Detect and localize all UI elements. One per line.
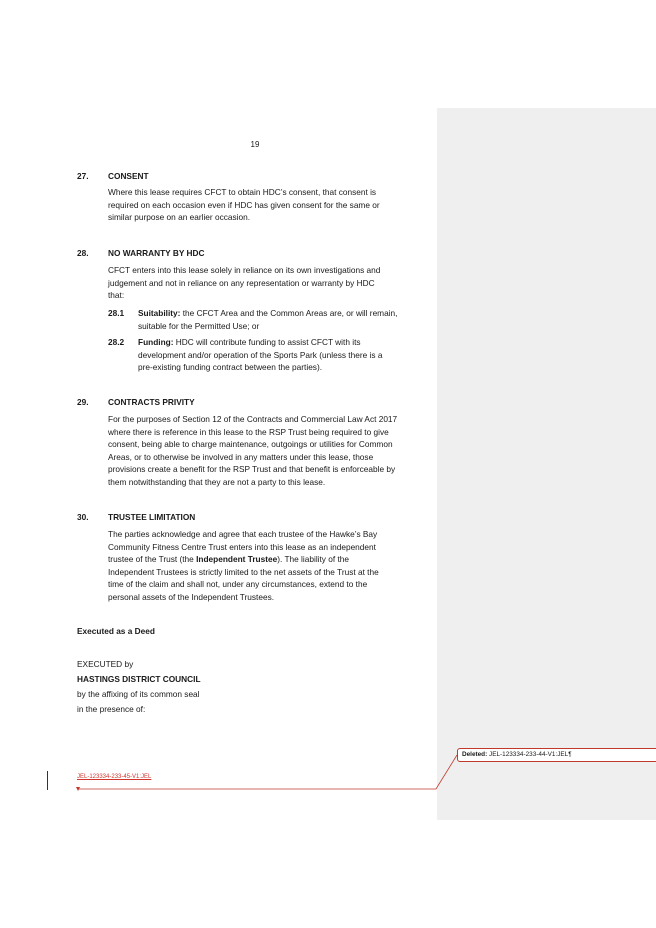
page-number: 19 [250, 140, 260, 149]
comment-pane [437, 108, 656, 820]
text-line: CFCT enters into this lease solely in reliance on its own investigations and [108, 265, 381, 275]
revision-anchor-marker [76, 787, 80, 791]
text-line: judgement and not in reliance on any representation or warranty by HDC [108, 277, 375, 288]
subclause-body [138, 307, 433, 332]
text-line: personal assets of the Independent Trustees. [108, 591, 275, 602]
text-line: development and/or operation of the Sports Park (unless there is a [138, 349, 383, 360]
text-line: that: [108, 290, 125, 301]
section-body [108, 264, 433, 302]
deed-title: Executed as a Deed [77, 626, 155, 636]
section-body [108, 186, 433, 224]
section-heading: TRUSTEE LIMITATION [108, 512, 196, 522]
text-line: For the purposes of Section 12 of the Contracts and Commercial Law Act 2017 [108, 414, 398, 424]
text-line: required on each occasion even if HDC has given consent for the same or [108, 199, 380, 210]
subclause-number: 28.2 [108, 337, 125, 347]
text-line: time of the claim and shall not, under any circumstances, extend to the [108, 579, 368, 590]
text-line: similar purpose on an earlier occasion. [108, 212, 251, 223]
text-line: them notwithstanding that they are not a party to this lease. [108, 476, 326, 487]
subclause-number: 28.1 [108, 308, 125, 318]
defined-term: Independent Trustee [196, 554, 278, 565]
subclause-body [138, 336, 433, 374]
party-name: HASTINGS DISTRICT COUNCIL [77, 674, 201, 684]
section-number: 27. [77, 171, 89, 181]
subclause-term: Suitability: [138, 308, 181, 318]
text-line: Independent Trustees is strictly limited to the net assets of the Trust at the [108, 566, 379, 577]
change-bar [47, 771, 48, 790]
text-line: trustee of the Trust (the [108, 554, 197, 565]
revision-text: JEL-123334-233-44-V1:JEL¶ [489, 751, 572, 758]
execution-block [77, 657, 201, 717]
text-line: Where this lease requires CFCT to obtain HDC’s consent, that consent is [108, 187, 377, 197]
section-heading: NO WARRANTY BY HDC [108, 248, 205, 258]
section-body [108, 413, 433, 489]
text-line: ). The liability of the [277, 554, 350, 565]
footer-document-code: JEL-123334-233-45-V1:JEL [77, 774, 152, 780]
text-line: HDC will contribute funding to assist CFCT with its [175, 337, 361, 347]
seal-line: by the affixing of its common seal [77, 689, 200, 699]
text-line: The parties acknowledge and agree that each trustee of the Hawke’s Bay [108, 529, 378, 539]
text-line: where there is reference in this lease to the RSP Trust being required to give [108, 426, 389, 437]
section-number: 29. [77, 397, 89, 407]
section-number: 28. [77, 248, 89, 258]
presence-line: in the presence of: [77, 704, 146, 714]
subclause-term: Funding: [138, 337, 174, 347]
text-line: provisions create a benefit for the RSP Trust and that benefit is enforceable by [108, 464, 396, 475]
text-line: Community Fitness Centre Trust enters into this lease as an independent [108, 541, 376, 552]
text-line: consent, being able to charge maintenance, outgoings or utilities for Common [108, 439, 393, 450]
revision-label: Deleted: [462, 751, 488, 758]
text-line: suitable for the Permitted Use; or [138, 320, 260, 331]
revision-balloon[interactable] [457, 748, 656, 762]
text-line: pre-existing funding contract between the parties). [138, 362, 323, 373]
executed-by: EXECUTED by [77, 659, 134, 669]
section-body [108, 528, 433, 604]
section-heading: CONTRACTS PRIVITY [108, 397, 195, 407]
text-line: the CFCT Area and the Common Areas are, or will remain, [182, 308, 398, 318]
text-line: Areas, or to otherwise be involved in any matters under this lease, those [108, 451, 374, 462]
section-heading: CONSENT [108, 171, 149, 181]
section-number: 30. [77, 512, 89, 522]
